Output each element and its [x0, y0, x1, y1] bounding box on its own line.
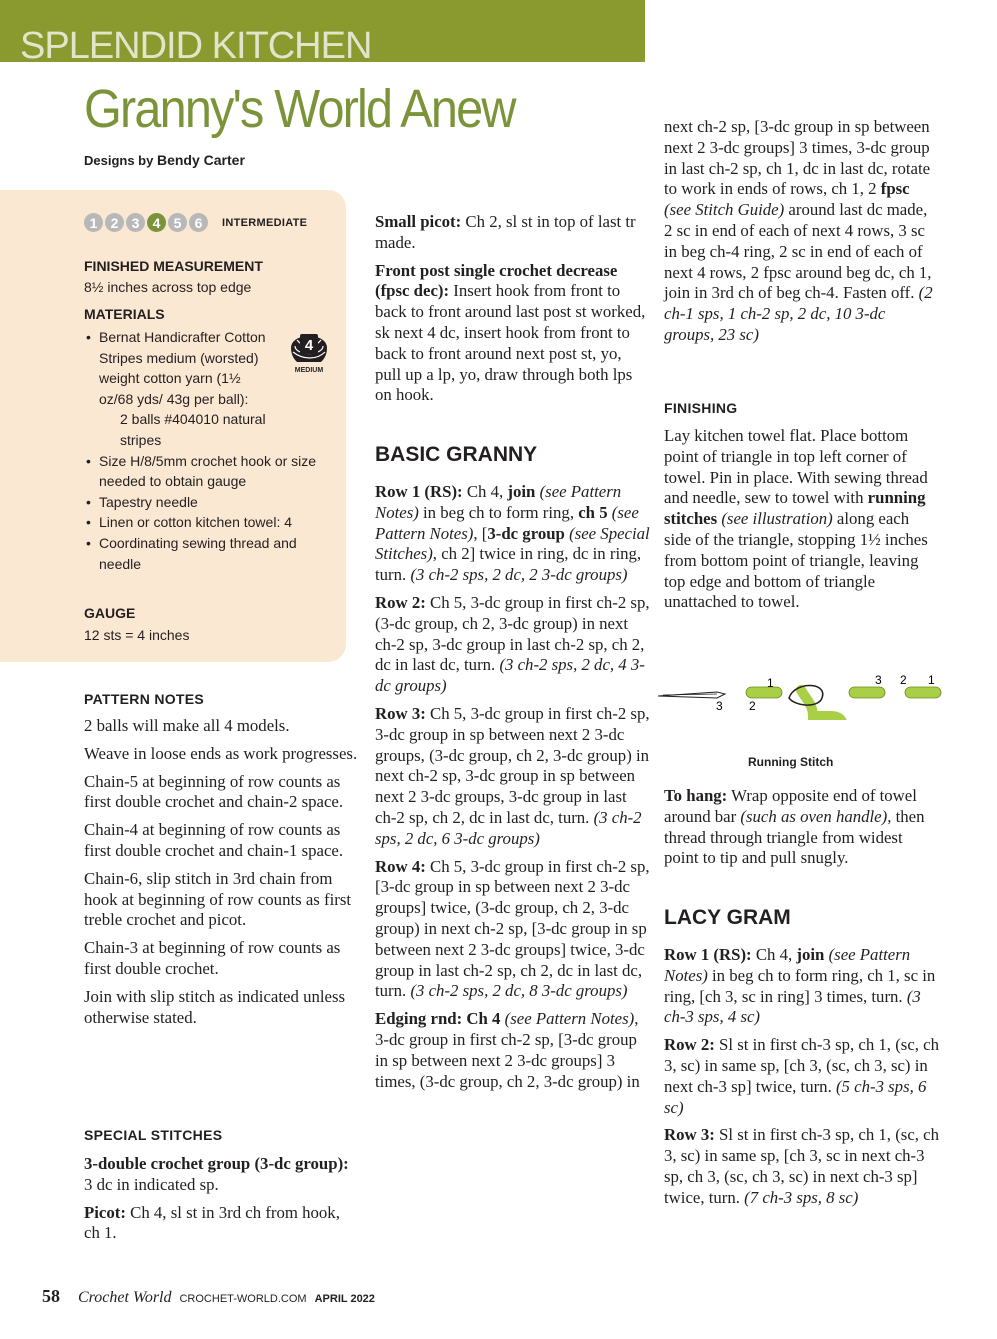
row-count: (5 ch-3 sps, 6 sc)	[664, 1076, 927, 1117]
section-heading-lacy-gram: LACY GRAM	[664, 906, 791, 929]
level-circle: 5	[168, 213, 187, 232]
special-stitch	[375, 261, 650, 407]
hang-paragraph	[664, 786, 939, 869]
list-item: • Linen or cotton kitchen towel: 4	[84, 512, 334, 533]
issue-date: APRIL 2022	[314, 1293, 375, 1305]
special-stitch	[84, 1154, 359, 1196]
row-count: (7 ch-3 sps, 8 sc)	[744, 1187, 859, 1207]
yarn-weight-label: MEDIUM	[294, 367, 324, 374]
yarn-weight-number: 4	[304, 337, 314, 354]
row-note: (see Pattern Notes)	[375, 502, 639, 543]
page-footer	[42, 1286, 375, 1307]
special-stitches-heading: SPECIAL STITCHES	[84, 1127, 223, 1143]
row-text: along each side of the triangle, stopping 1½ inches from bottom point of triangle, leaving top edge and bottom of triangle unattached to towel.	[664, 509, 928, 612]
row-note: (see illustration)	[717, 509, 833, 529]
finished-text: 8½ inches across top edge	[84, 279, 252, 295]
note-item: Chain-6, slip stitch in 3rd chain from hook at beginning of row counts as first treble crochet and picot.	[84, 868, 352, 930]
row-term: running stitches	[664, 488, 926, 529]
row-count: (3 ch-2 sps, 2 dc, 4 3-dc groups)	[375, 655, 645, 696]
row-count: (3 ch-2 sps, 2 dc, 2 3-dc groups)	[410, 565, 628, 585]
row-label: To hang:	[664, 786, 728, 805]
row-instruction	[375, 1009, 650, 1092]
edging-continued	[664, 117, 939, 353]
row-text: in beg ch to form ring, ch 1, sc in ring, [ch 3, sc in ring] 3 times, turn.	[664, 965, 936, 1006]
row-instruction	[375, 857, 650, 1003]
row-note: (see Stitch Guide)	[664, 200, 785, 220]
row-instruction	[664, 1035, 939, 1118]
section-heading-basic-granny: BASIC GRANNY	[375, 443, 538, 466]
section-banner-text: SPLENDID KITCHEN	[20, 25, 372, 67]
level-circle-active: 4	[147, 213, 166, 232]
row-label: Row 2:	[375, 592, 426, 612]
list-item: • Bernat Handicrafter Cotton Stripes medium (worsted) weight cotton yarn (1½ oz/68 yds/ 43g per ball):	[84, 327, 269, 409]
finishing-text	[664, 426, 939, 620]
row-label: Row 3:	[375, 703, 426, 723]
list-item: • Tapestry needle	[84, 492, 334, 513]
row-label: Row 3:	[664, 1125, 715, 1145]
page-number: 58	[42, 1286, 60, 1306]
row-text: around last dc made, 2 sc in end of each of next 4 rows, 3 sc in beg ch-4 ring, 2 sc in end of each of next 4 rows, 2 fpsc around beg dc, ch 1, join in 3rd ch of beg ch-4. Fasten off.	[664, 200, 932, 303]
row-note: (see Special Stitches)	[375, 523, 650, 564]
row-count: (3 ch-2 sps, 2 dc, 6 3-dc groups)	[375, 807, 642, 848]
row-label: Row 1 (RS):	[664, 945, 752, 964]
special-stitch	[375, 212, 650, 254]
row-text: , 3-dc group in first ch-2 sp, [3-dc group in sp between next 2 3-dc groups] 3 times, (3-dc group, ch 2, 3-dc group) in	[375, 1009, 640, 1091]
row-count: (3 ch-2 sps, 2 dc, 8 3-dc groups)	[410, 981, 628, 1001]
figure-number: 3	[875, 673, 882, 687]
list-item: 2 balls #404010 natural stripes	[120, 411, 266, 448]
note-item: Chain-5 at beginning of row counts as first double crochet and chain-2 space.	[84, 771, 344, 812]
figure-caption: Running Stitch	[748, 755, 834, 769]
row-text: Ch 4,	[462, 482, 508, 501]
row-instruction	[664, 1125, 939, 1208]
row-instruction	[664, 117, 939, 346]
row-term: ch 5	[578, 502, 608, 522]
row-note: (see Pattern Notes)	[500, 1009, 635, 1029]
row-label: Row 2:	[664, 1035, 715, 1055]
level-circle: 6	[189, 213, 208, 232]
finishing-paragraph	[664, 426, 939, 613]
magazine-name: Crochet World	[78, 1289, 172, 1306]
row-count: (3 ch-3 sps, 4 sc)	[664, 986, 921, 1027]
stitch-text: Ch 2, sl st in top of last tr made.	[375, 212, 636, 252]
section-banner	[0, 0, 645, 67]
row-text: Sl st in first ch-3 sp, ch 1, (sc, ch 3, sc) in same sp, [ch 3, sc in next ch-3 sp, ch 3, (sc, ch 3, sc) in next ch-3 sp] twice, turn.	[664, 1125, 939, 1207]
row-text: Ch 5, 3-dc group in first ch-2 sp, (3-dc group, ch 2, 3-dc group) in next ch-2 sp, 3-dc group in last ch-2 sp, ch 2, dc in last dc, turn.	[375, 592, 650, 675]
stitch-term: Small picot:	[375, 212, 462, 231]
note-item: 2 balls will make all 4 models.	[84, 716, 290, 735]
figure-number: 1	[928, 673, 935, 687]
pattern-notes	[84, 716, 359, 1035]
row-text: Ch 5, 3-dc group in first ch-2 sp, 3-dc group in sp between next 2 3-dc groups, (3-dc group, ch 2, 3-dc group) in next ch-2 sp, 3-dc group in sp between next 2 3-dc groups, 3-dc group in last ch-2 sp, ch 2, dc in last dc, turn.	[375, 703, 650, 827]
stitch-text: Insert hook from front to back to front around last post st worked, sk next 4 dc, insert hook from front to back to front around next post st, yo, pull up a lp, yo, draw through both lps on hook.	[375, 281, 646, 405]
byline-name: Bendy Carter	[156, 152, 245, 168]
row-note: (such as oven handle),	[740, 806, 892, 826]
finishing-heading: FINISHING	[664, 400, 738, 416]
note-item: Chain-3 at beginning of row counts as first double crochet.	[84, 938, 341, 978]
figure-number: 1	[767, 676, 774, 690]
gauge-heading: GAUGE	[84, 605, 136, 621]
row-term: join	[796, 945, 825, 964]
level-circle: 2	[105, 213, 124, 232]
row-label: Row 1 (RS):	[375, 482, 463, 501]
row-text: , ch 2] twice in ring, dc in ring, turn.	[375, 544, 642, 585]
stitch-text: Ch 4, sl st in 3rd ch from hook, ch 1.	[84, 1202, 340, 1243]
running-stitch-illustration	[655, 670, 945, 720]
row-term: fpsc	[880, 179, 910, 199]
stitch-term: 3-double crochet group (3-dc group):	[84, 1154, 349, 1173]
row-text: then thread through triangle from widest point to tip and pull snugly.	[664, 806, 925, 868]
level-circle: 3	[126, 213, 145, 232]
stitch-text: 3 dc in indicated sp.	[84, 1174, 219, 1194]
basic-granny-instructions	[375, 482, 650, 1099]
row-text: Ch 5, 3-dc group in first ch-2 sp, [3-dc group in sp between next 2 3-dc groups] twice, (3-dc group, ch 2, 3-dc group) in next ch-2 sp, [3-dc group in sp between next 2 3-dc groups] twice, 3-dc group in last ch-2 sp, ch 2, dc in last dc, turn.	[375, 856, 650, 1001]
skill-level	[84, 213, 307, 232]
note-item: Join with slip stitch as indicated unless otherwise stated.	[84, 986, 346, 1027]
magazine-url: CROCHET-WORLD.COM	[179, 1293, 307, 1305]
list-item: • Coordinating sewing thread and needle	[84, 533, 334, 574]
special-stitches	[84, 1154, 359, 1251]
note-item: Weave in loose ends as work progresses.	[84, 743, 358, 763]
row-instruction	[664, 945, 939, 1028]
row-note: (see Pattern Notes)	[664, 945, 911, 985]
row-text: Wrap opposite end of towel around bar	[664, 786, 917, 826]
to-hang-text	[664, 786, 939, 876]
row-instruction	[375, 482, 650, 586]
row-count: (2 ch-1 sps, 1 ch-2 sp, 2 dc, 10 3-dc groups, 23 sc)	[664, 283, 933, 344]
stitch-segment	[849, 687, 885, 698]
byline-prefix: Designs by	[84, 153, 154, 168]
column-2-stitches	[375, 212, 650, 413]
row-label: Row 4:	[375, 856, 426, 876]
figure-number: 3	[716, 699, 723, 713]
figure-number: 2	[900, 673, 907, 687]
note-item: Chain-4 at beginning of row counts as first double crochet and chain-1 space.	[84, 820, 344, 860]
lacy-gram-instructions	[664, 945, 939, 1216]
row-text: Ch 4,	[751, 945, 797, 964]
pattern-notes-heading: PATTERN NOTES	[84, 691, 205, 707]
row-note: (see Pattern Notes)	[375, 482, 622, 522]
stitch-segment	[746, 687, 782, 698]
special-stitch	[84, 1203, 359, 1245]
row-instruction	[375, 593, 650, 697]
finished-heading: FINISHED MEASUREMENT	[84, 258, 263, 274]
row-text: next ch-2 sp, [3-dc group in sp between next 2 3-dc groups] 3 times, 3-dc group in last ch-2 sp, ch 1, dc in last dc, rotate to work in ends of rows, ch 1, 2	[664, 117, 931, 199]
row-text: Sl st in first ch-3 sp, ch 1, (sc, ch 3, sc) in same sp, [ch 3, (sc, ch 3, sc) in next ch-3 sp] twice, turn.	[664, 1035, 939, 1096]
row-label: Edging rnd: Ch 4	[375, 1009, 501, 1029]
stitch-term: Picot:	[84, 1202, 126, 1222]
level-label: INTERMEDIATE	[222, 216, 308, 229]
row-text: , [	[473, 523, 488, 543]
stitch-term: Front post single crochet decrease (fpsc dec):	[375, 260, 618, 301]
row-text: in beg ch to form ring,	[418, 502, 579, 522]
row-term: join	[507, 482, 536, 501]
gauge-text: 12 sts = 4 inches	[84, 627, 190, 643]
row-term: 3-dc group	[487, 523, 565, 543]
level-circle: 1	[84, 213, 103, 232]
list-item: • Size H/8/5mm crochet hook or size needed to obtain gauge	[84, 451, 334, 492]
yarn-weight-icon	[283, 326, 335, 376]
figure-number: 2	[749, 699, 756, 713]
page-title: Granny's World Anew	[84, 79, 515, 139]
byline	[84, 152, 245, 168]
materials-heading: MATERIALS	[84, 306, 165, 322]
row-text: Lay kitchen towel flat. Place bottom point of triangle in top left corner of towel. Pin in place. With sewing thread and needle, sew to towel with	[664, 426, 928, 508]
row-instruction	[375, 704, 650, 850]
stitch-segment	[905, 687, 941, 698]
